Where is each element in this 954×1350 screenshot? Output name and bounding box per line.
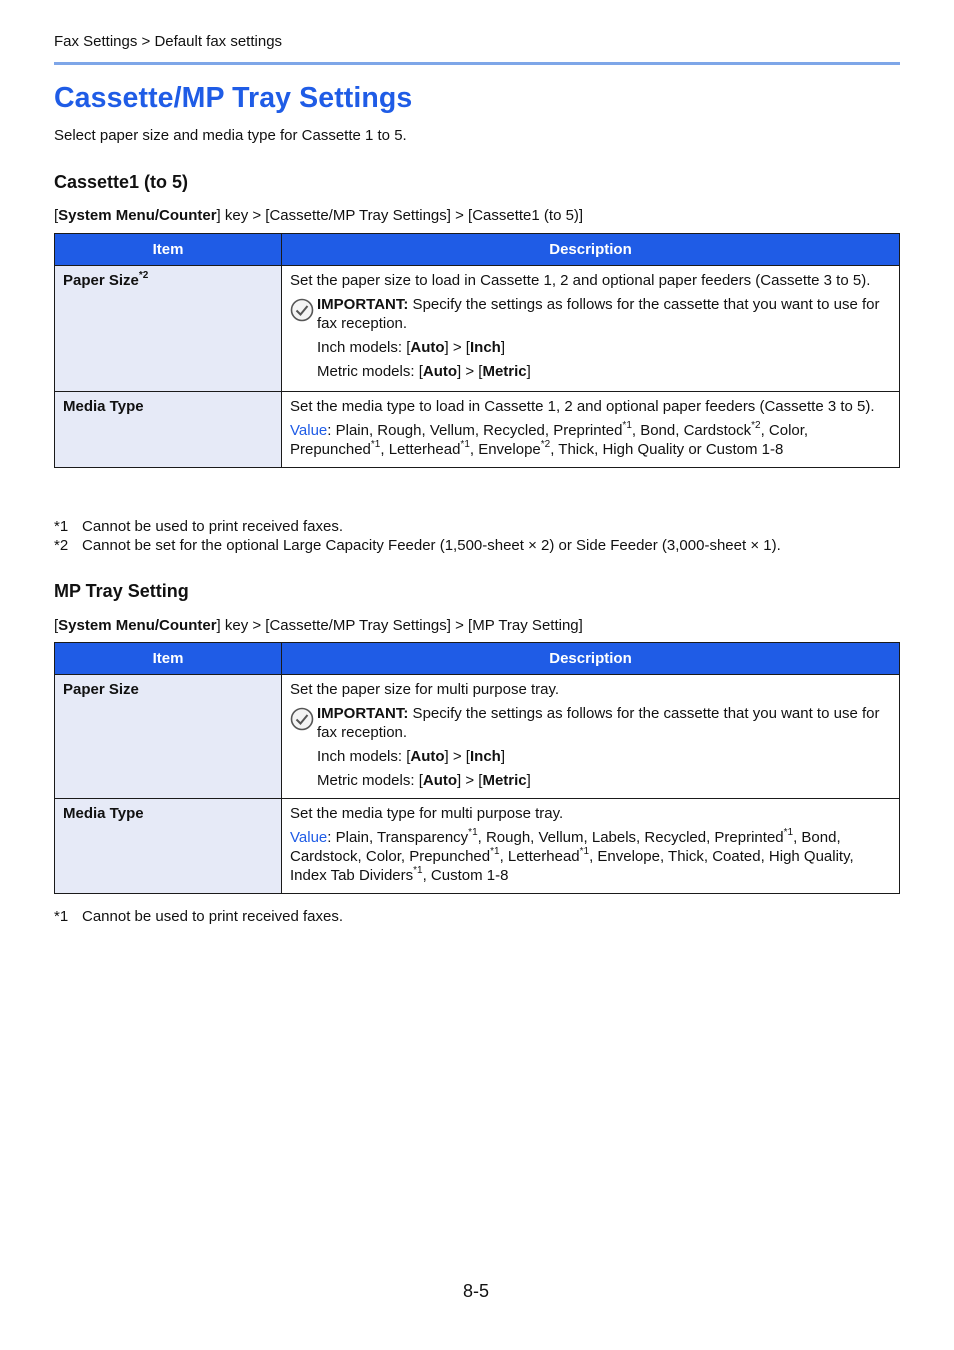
value-text: , Envelope, Thick, Coated, High Quality, Index Tab Dividers xyxy=(290,848,854,884)
page-title: Cassette/MP Tray Settings xyxy=(54,82,413,114)
footnote-mark: *2 xyxy=(54,537,69,554)
value-text: , Letterhead xyxy=(380,441,461,458)
path-bracket: [ xyxy=(54,207,59,224)
breadcrumb: Fax Settings > Default fax settings xyxy=(54,33,283,50)
footnote-ref: *1 xyxy=(370,439,381,450)
inch-value-1: Auto xyxy=(410,339,445,356)
intro-text: Select paper size and media type for Cassette 1 to 5. xyxy=(54,127,407,144)
metric-value-2: Metric xyxy=(482,363,527,380)
table-header-row xyxy=(55,234,900,266)
value-list xyxy=(290,828,891,885)
inch-mid: ] > [ xyxy=(444,748,470,765)
footnote-text: Cannot be used to print received faxes. xyxy=(82,518,343,535)
metric-value-1: Auto xyxy=(422,363,458,380)
header-item: Item xyxy=(55,234,282,266)
item-label: Media Type xyxy=(63,398,144,415)
footnote-ref: *2 xyxy=(540,439,551,450)
path-rest: ] key > [Cassette/MP Tray Settings] > [MP Tray Setting] xyxy=(216,617,583,634)
footnote xyxy=(54,907,343,926)
cassette-footnotes xyxy=(54,517,781,555)
path-bracket: [ xyxy=(54,617,59,634)
item-cell xyxy=(55,675,282,799)
inch-end: ] xyxy=(500,748,505,765)
footnote-ref: *1 xyxy=(783,827,794,838)
description-text: Set the media type to load in Cassette 1, 2 and optional paper feeders (Cassette 3 to 5). xyxy=(290,398,875,415)
important-label: IMPORTANT: xyxy=(317,705,409,722)
inch-prefix: Inch models: [ xyxy=(317,339,411,356)
footnote-ref: *1 xyxy=(460,439,470,450)
value-text: , Custom 1-8 xyxy=(422,867,509,884)
value-text: , Bond, Cardstock, Color, Prepunched xyxy=(290,829,841,865)
description-text: Set the media type for multi purpose tray. xyxy=(290,805,564,822)
metric-models-line xyxy=(317,362,891,381)
inch-models-line xyxy=(317,747,891,766)
table-row-media-type xyxy=(55,392,900,468)
important-note xyxy=(290,704,891,742)
value-label: Value xyxy=(290,422,328,439)
metric-end: ] xyxy=(526,772,531,789)
mp-tray-menu-path xyxy=(54,617,583,634)
table-header-row xyxy=(55,643,900,675)
inch-value-2: Inch xyxy=(469,339,501,356)
value-label: Value xyxy=(290,829,328,846)
footnote-ref: *2 xyxy=(138,270,149,281)
inch-prefix: Inch models: [ xyxy=(317,748,411,765)
header-description: Description xyxy=(282,643,900,675)
inch-models-line xyxy=(317,338,891,357)
description-cell xyxy=(282,675,900,799)
page-number: 8-5 xyxy=(463,1281,490,1301)
metric-models-line xyxy=(317,771,891,790)
value-text: , Bond, Cardstock xyxy=(631,422,752,439)
check-circle-icon xyxy=(290,295,317,333)
cassette-heading: Cassette1 (to 5) xyxy=(54,172,189,192)
item-cell xyxy=(55,392,282,468)
footnote-ref: *1 xyxy=(579,846,590,857)
footnote-text: Cannot be set for the optional Large Capacity Feeder (1,500-sheet × 2) or Side Feeder (3,000-sheet × 1). xyxy=(82,537,781,554)
item-cell xyxy=(55,799,282,894)
value-list xyxy=(290,421,891,459)
footnote xyxy=(54,536,781,555)
metric-value-2: Metric xyxy=(482,772,527,789)
item-label: Media Type xyxy=(63,805,144,822)
metric-end: ] xyxy=(526,363,531,380)
description-cell xyxy=(282,799,900,894)
path-key: System Menu/Counter xyxy=(58,207,217,224)
description-cell xyxy=(282,392,900,468)
value-text: , Envelope xyxy=(469,441,541,458)
footnote-ref: *1 xyxy=(490,846,500,857)
footnote-mark: *1 xyxy=(54,518,69,535)
metric-prefix: Metric models: [ xyxy=(317,363,423,380)
important-label: IMPORTANT: xyxy=(317,296,409,313)
item-label: Paper Size xyxy=(63,272,139,289)
footnote-ref: *2 xyxy=(751,420,761,431)
footnote-ref: *1 xyxy=(622,420,632,431)
value-text: : Plain, Rough, Vellum, Recycled, Preprinted xyxy=(327,422,623,439)
inch-end: ] xyxy=(500,339,505,356)
description-text: Set the paper size for multi purpose tray. xyxy=(290,681,560,698)
header-description: Description xyxy=(282,234,900,266)
value-text: : Plain, Transparency xyxy=(327,829,469,846)
path-key: System Menu/Counter xyxy=(58,617,217,634)
value-text: , Letterhead xyxy=(499,848,580,865)
mp-tray-settings-table xyxy=(54,642,900,894)
mp-tray-heading: MP Tray Setting xyxy=(54,581,189,601)
cassette-menu-path xyxy=(54,207,583,224)
inch-mid: ] > [ xyxy=(444,339,470,356)
metric-mid: ] > [ xyxy=(457,363,483,380)
value-text: , Thick, High Quality or Custom 1-8 xyxy=(550,441,784,458)
inch-value-1: Auto xyxy=(410,748,445,765)
inch-value-2: Inch xyxy=(469,748,501,765)
description-cell xyxy=(282,266,900,392)
footnote-ref: *1 xyxy=(468,827,478,838)
table-row-paper-size xyxy=(55,675,900,799)
description-text: Set the paper size to load in Cassette 1, 2 and optional paper feeders (Cassette 3 to 5). xyxy=(290,272,871,289)
cassette-settings-table xyxy=(54,233,900,468)
mp-tray-footnotes xyxy=(54,907,343,926)
metric-prefix: Metric models: [ xyxy=(317,772,423,789)
important-text: Specify the settings as follows for the cassette that you want to use for fax reception. xyxy=(317,705,880,741)
metric-mid: ] > [ xyxy=(457,772,483,789)
item-cell xyxy=(55,266,282,392)
table-row-media-type xyxy=(55,799,900,894)
value-text: , Rough, Vellum, Labels, Recycled, Preprinted xyxy=(477,829,784,846)
footnote-text: Cannot be used to print received faxes. xyxy=(82,908,343,925)
important-note xyxy=(290,295,891,333)
item-label: Paper Size xyxy=(63,681,139,698)
header-divider xyxy=(54,62,900,65)
path-rest: ] key > [Cassette/MP Tray Settings] > [Cassette1 (to 5)] xyxy=(216,207,584,224)
check-circle-icon xyxy=(290,704,317,742)
footnote-ref: *1 xyxy=(413,865,423,876)
footnote xyxy=(54,517,781,536)
metric-value-1: Auto xyxy=(422,772,458,789)
value-text: , Color, Prepunched xyxy=(290,422,809,458)
footnote-mark: *1 xyxy=(54,908,69,925)
header-item: Item xyxy=(55,643,282,675)
important-text: Specify the settings as follows for the cassette that you want to use for fax reception. xyxy=(317,296,880,332)
table-row-paper-size xyxy=(55,266,900,392)
